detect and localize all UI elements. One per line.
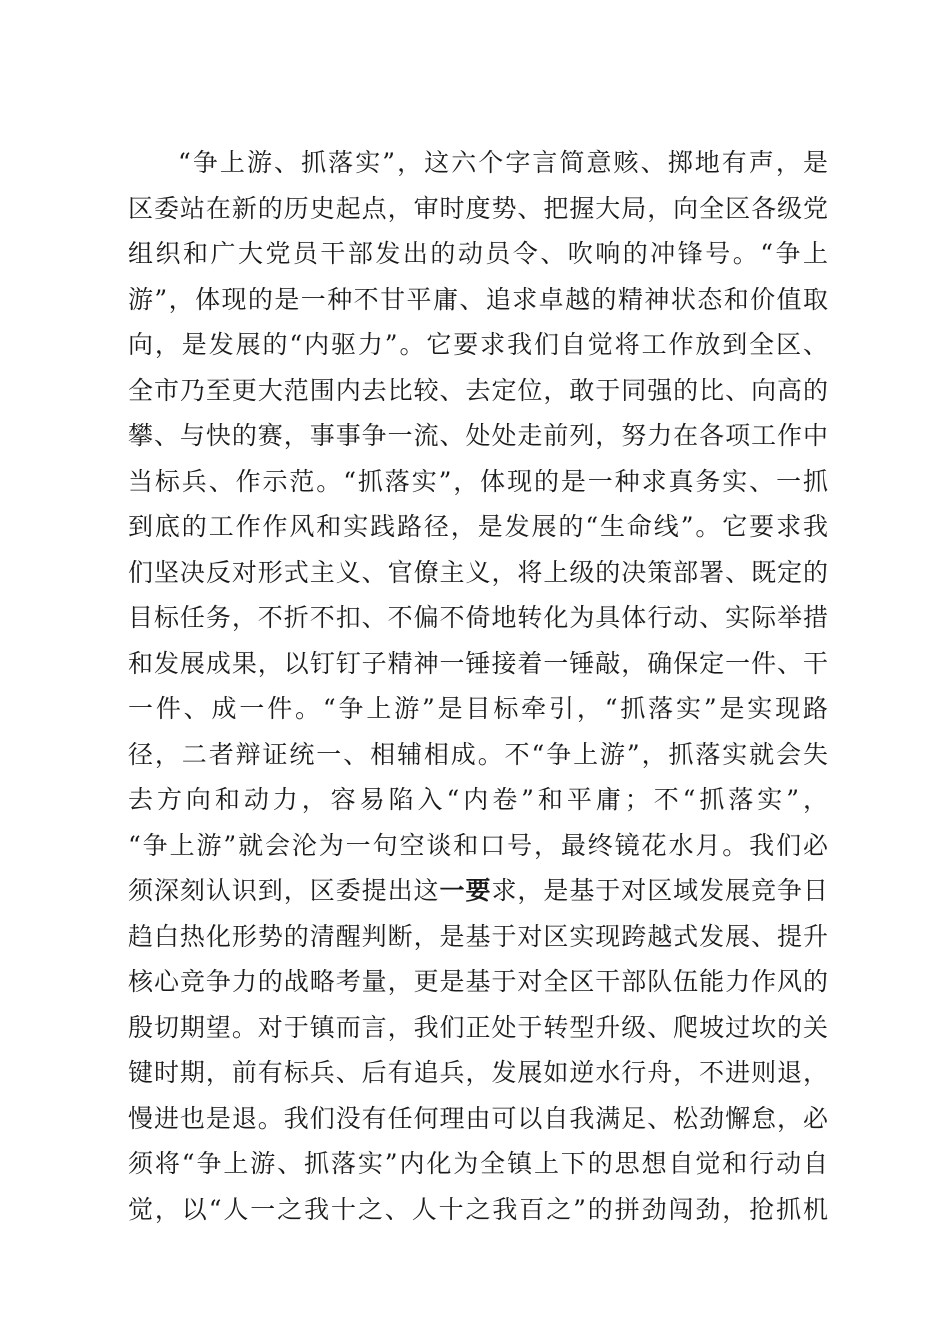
text-line	[128, 868, 828, 914]
text-segment: 求，是基于对区域发展竞争日	[491, 876, 828, 905]
text-segment: 须深刻认识到，区委提出这	[128, 876, 440, 905]
paragraph	[128, 140, 828, 1232]
text-line: 殷切期望。对于镇而言，我们正处于转型升级、爬坡过坎的关	[128, 1012, 828, 1042]
text-line: 区委站在新的历史起点，审时度势、把握大局，向全区各级党	[128, 193, 828, 223]
text-line: 到底的工作作风和实践路径，是发展的“生命线”。它要求我	[128, 512, 828, 541]
text-line: 组织和广大党员干部发出的动员令、吹响的冲锋号。“争上	[128, 239, 828, 268]
text-line: 键时期，前有标兵、后有追兵，发展如逆水行舟，不进则退，	[128, 1058, 828, 1087]
text-line: “争上游、抓落实”，这六个字言简意赅、掷地有声，是	[178, 148, 828, 177]
text-line: 须将“争上游、抓落实”内化为全镇上下的思想自觉和行动自	[128, 1149, 828, 1178]
text-line: 一件、成一件。“争上游”是目标牵引，“抓落实”是实现路	[128, 694, 828, 723]
bold-text: 一要	[439, 876, 492, 905]
text-line: 们坚决反对形式主义、官僚主义，将上级的决策部署、既定的	[128, 557, 828, 587]
text-line: 向，是发展的“内驱力”。它要求我们自觉将工作放到全区、	[128, 330, 828, 359]
text-line: 和发展成果，以钉钉子精神一锤接着一锤敲，确保定一件、干	[128, 648, 828, 678]
text-line: 游”，体现的是一种不甘平庸、追求卓越的精神状态和价值取	[128, 284, 828, 314]
text-line: 当标兵、作示范。“抓落实”，体现的是一种求真务实、一抓	[128, 466, 828, 496]
text-line: 目标任务，不折不扣、不偏不倚地转化为具体行动、实际举措	[128, 603, 828, 632]
text-line: 全市乃至更大范围内去比较、去定位，敢于同强的比、向高的	[128, 375, 828, 405]
text-line: “争上游”就会沦为一句空谈和口号，最终镜花水月。我们必	[128, 830, 828, 860]
text-line: 径，二者辩证统一、相辅相成。不“争上游”，抓落实就会失	[128, 739, 828, 769]
text-line: 趋白热化形势的清醒判断，是基于对区实现跨越式发展、提升	[128, 921, 828, 951]
text-line: 去方向和动力，容易陷入“内卷”和平庸；不“抓落实”，	[128, 785, 828, 814]
text-line: 慢进也是退。我们没有任何理由可以自我满足、松劲懈怠，必	[128, 1103, 828, 1133]
text-line: 核心竞争力的战略考量，更是基于对全区干部队伍能力作风的	[128, 967, 828, 996]
text-line: 攀、与快的赛，事事争一流、处处走前列，努力在各项工作中	[128, 421, 828, 450]
text-line: 觉，以“人一之我十之、人十之我百之”的拼劲闯劲，抢抓机	[128, 1194, 828, 1224]
